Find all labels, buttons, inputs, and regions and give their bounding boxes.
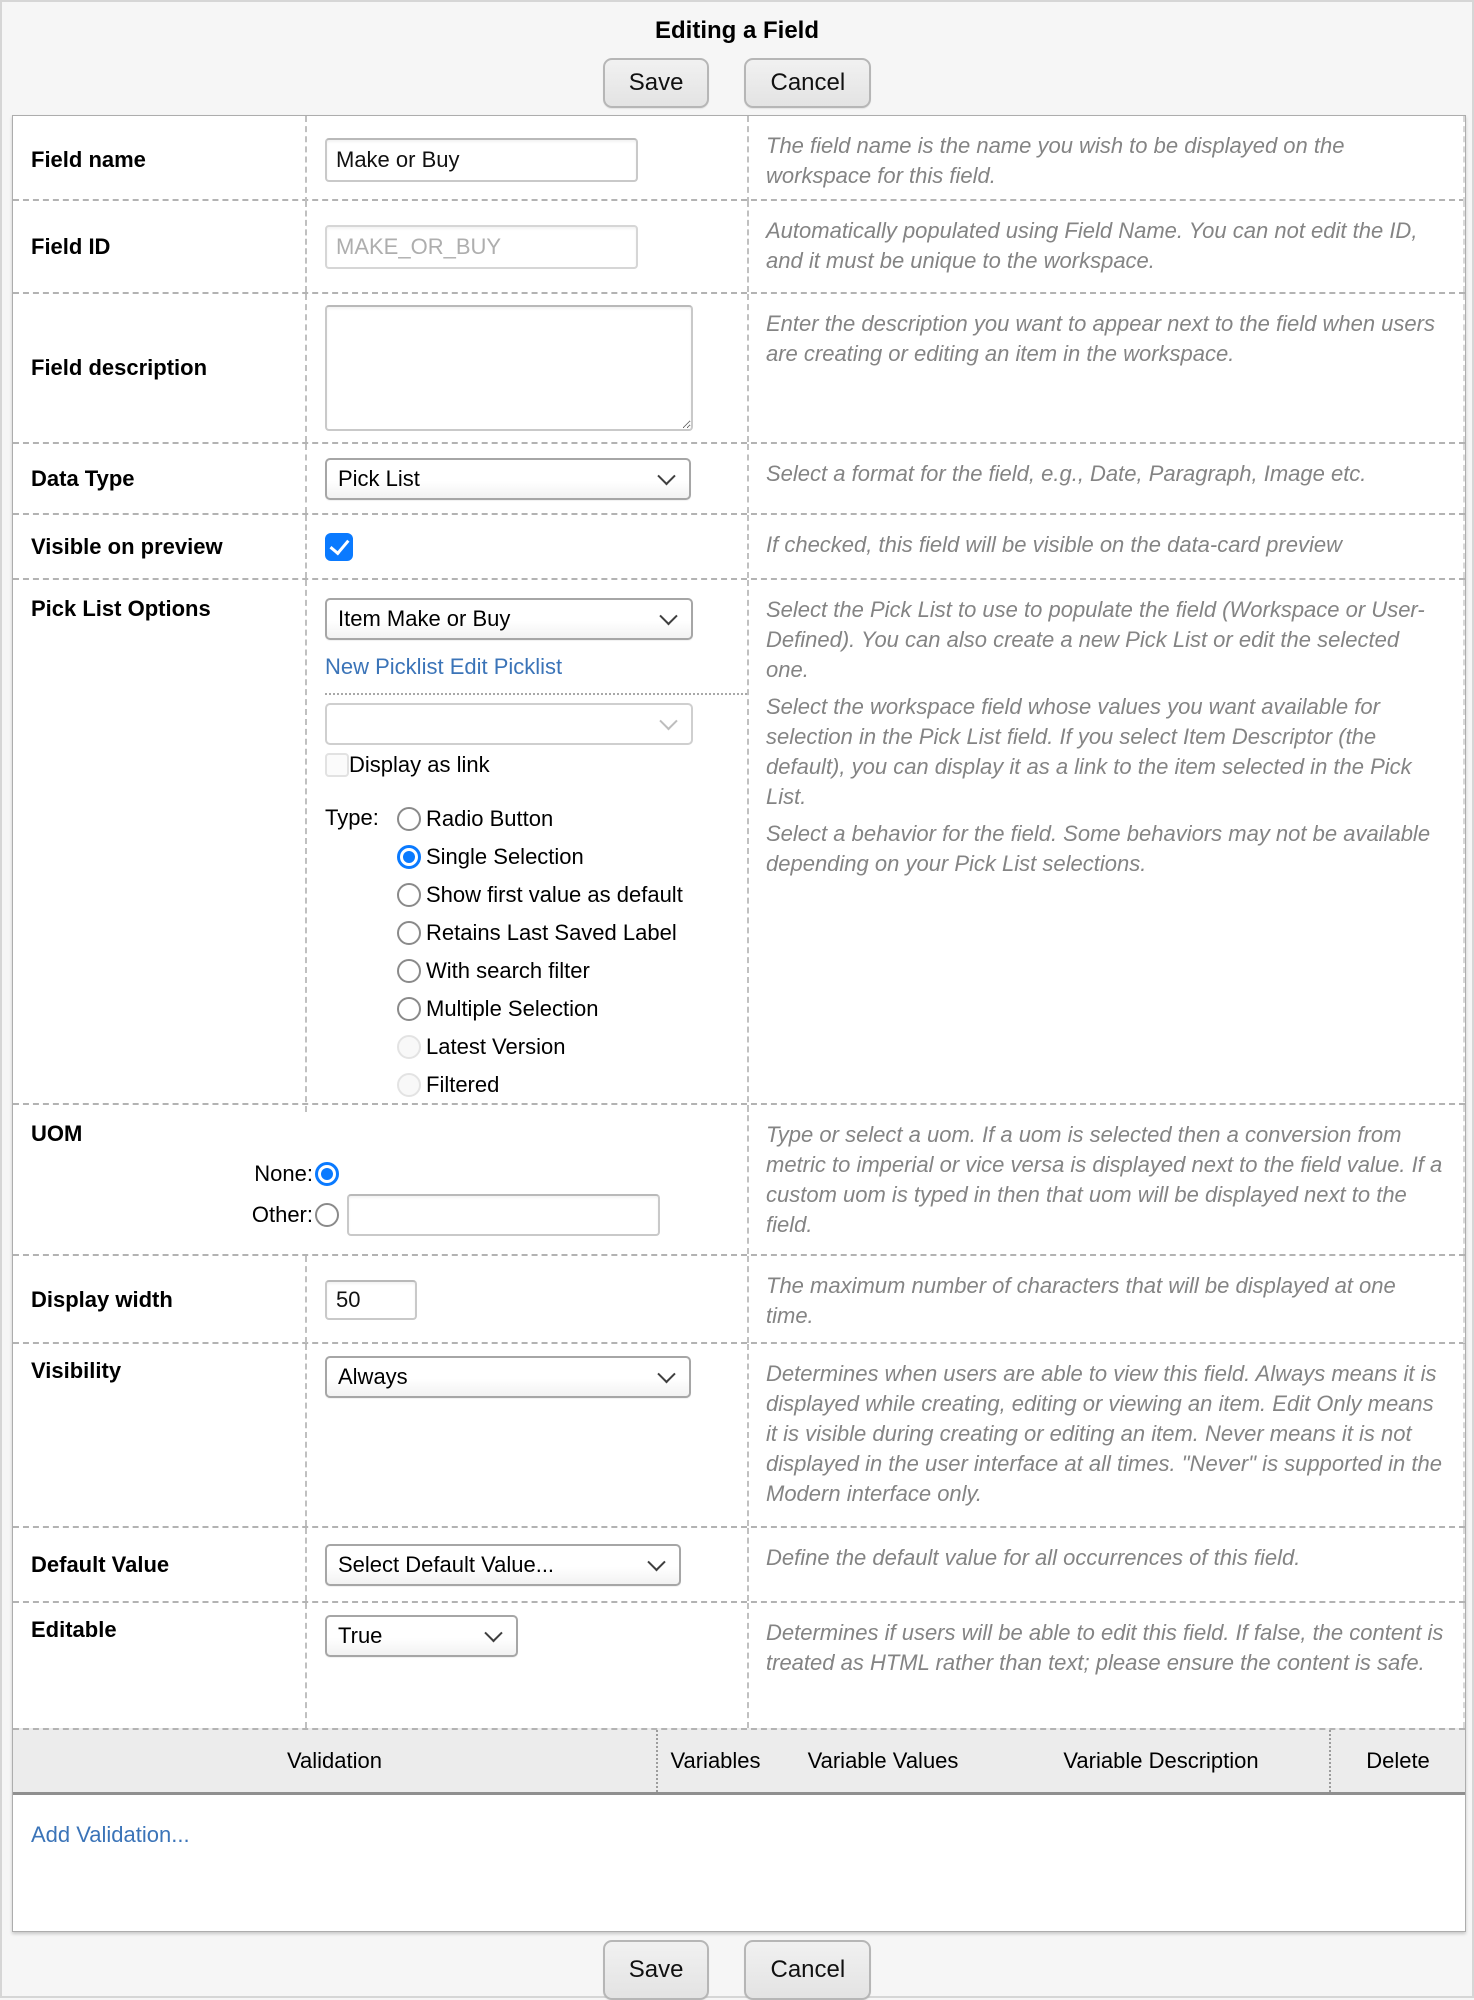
row-visibility [13, 1342, 1465, 1526]
field-name-label: Field name [31, 146, 146, 172]
bottom-actions [2, 1932, 1472, 2000]
editable-select[interactable] [325, 1615, 518, 1657]
delete-column-header: Delete [1329, 1730, 1465, 1792]
pick-list-options-help: Select the Pick List to use to populate the field (Workspace or User-Defined). You can also create a new Pick List or edit the selected one. Select the workspace field whose values you want available for selection in the Pick List field. If you select Item Descriptor (the default), you can display it as a link to the item selected in the Pick List. Select a behavior for the field. Some behaviors may not be available depending on your Pick List selections. [747, 580, 1465, 1112]
data-type-label: Data Type [31, 465, 135, 491]
row-visible-on-preview [13, 513, 1465, 578]
field-name-input[interactable] [325, 138, 638, 182]
page-title: Editing a Field [654, 17, 819, 44]
data-type-select[interactable] [325, 458, 691, 500]
default-value-label: Default Value [31, 1551, 170, 1577]
chevron-down-icon [647, 1552, 665, 1570]
picklist-section-divider [325, 693, 747, 695]
display-width-label: Display width [31, 1286, 173, 1312]
type-option-label: Single Selection [426, 844, 584, 869]
row-pick-list-options [13, 578, 1465, 1103]
display-as-link-checkbox [325, 753, 349, 777]
pick-list-options-label: Pick List Options [31, 596, 211, 621]
row-default-value [13, 1526, 1465, 1601]
visibility-selected-value: Always [338, 1364, 408, 1389]
picklist-selected-value: Item Make or Buy [338, 606, 511, 631]
add-validation-link[interactable]: Add Validation... [31, 1822, 190, 1847]
field-id-label: Field ID [31, 233, 111, 259]
uom-other-input[interactable] [347, 1194, 660, 1236]
row-field-description [13, 292, 1465, 442]
editable-help: Determines if users will be able to edit this field. If false, the content is treated as HTML rather than text; please ensure the content is safe. [747, 1603, 1465, 1728]
type-option-label: With search filter [426, 958, 590, 983]
type-radio-multiple-selection[interactable] [397, 997, 421, 1021]
top-actions [2, 58, 1472, 108]
save-button[interactable]: Save [603, 58, 710, 108]
chevron-down-icon [657, 1365, 675, 1383]
validation-column-header: Validation [287, 1748, 382, 1773]
type-option-label: Filtered [426, 1072, 500, 1097]
type-label: Type: [325, 805, 379, 830]
data-type-selected-value: Pick List [338, 465, 420, 491]
type-radio-latest-version [397, 1035, 421, 1059]
variables-column-header: Variables [656, 1730, 773, 1792]
validation-table-body [13, 1795, 1465, 1926]
default-value-help: Define the default value for all occurrences of this field. [747, 1528, 1465, 1601]
visible-on-preview-label: Visible on preview [31, 533, 223, 559]
row-editable [13, 1601, 1465, 1728]
row-field-id [13, 199, 1465, 292]
uom-none-radio[interactable] [315, 1162, 339, 1186]
field-description-label: Field description [31, 355, 208, 380]
workspace-field-select [325, 703, 693, 745]
type-option-label: Multiple Selection [426, 996, 599, 1021]
data-type-help: Select a format for the field, e.g., Date, Paragraph, Image etc. [747, 444, 1465, 513]
field-id-input [325, 225, 638, 269]
uom-other-radio[interactable] [315, 1203, 339, 1227]
visibility-label: Visibility [31, 1358, 122, 1383]
cancel-button[interactable]: Cancel [744, 58, 871, 108]
default-value-selected-value: Select Default Value... [338, 1551, 555, 1577]
variable-description-column-header: Variable Description [1063, 1748, 1259, 1773]
field-name-help: The field name is the name you wish to be displayed on the workspace for this field. [747, 116, 1465, 203]
field-description-textarea[interactable] [325, 305, 693, 431]
chevron-down-icon [484, 1624, 502, 1642]
type-radio-show-first-value[interactable] [397, 883, 421, 907]
chevron-down-icon [659, 607, 677, 625]
uom-label: UOM [31, 1121, 83, 1146]
uom-help: Type or select a uom. If a uom is selected then a conversion from metric to imperial or vice versa is displayed next to the field value. If a custom uom is typed in then that uom will be displayed next to the field. [747, 1105, 1465, 1254]
variable-values-column-header: Variable Values [807, 1748, 959, 1773]
field-edit-form [12, 115, 1466, 1932]
top-header [2, 2, 1472, 115]
display-as-link-label: Display as link [349, 752, 490, 777]
type-option-label: Radio Button [426, 806, 554, 831]
visible-on-preview-checkbox[interactable] [325, 533, 353, 561]
validation-table-header [13, 1728, 1465, 1795]
chevron-down-icon [659, 712, 677, 730]
edit-picklist-link[interactable]: Edit Picklist [449, 654, 563, 679]
type-radio-retains-last-saved[interactable] [397, 921, 421, 945]
type-option-label: Show first value as default [426, 882, 683, 907]
row-data-type [13, 442, 1465, 513]
uom-none-label: None: [254, 1161, 313, 1186]
display-width-help: The maximum number of characters that will be displayed at one time. [747, 1256, 1465, 1343]
field-description-help: Enter the description you want to appear next to the field when users are creating or editing an item in the workspace. [747, 294, 1465, 442]
chevron-down-icon [657, 466, 675, 484]
picklist-select[interactable] [325, 598, 693, 640]
type-radio-filtered [397, 1073, 421, 1097]
cancel-button-bottom[interactable]: Cancel [744, 1940, 871, 2000]
row-uom [13, 1103, 1465, 1254]
type-option-label: Retains Last Saved Label [426, 920, 677, 945]
type-option-label: Latest Version [426, 1034, 566, 1059]
uom-other-label: Other: [251, 1202, 313, 1227]
display-width-input[interactable] [325, 1280, 417, 1320]
type-radio-single-selection[interactable] [397, 845, 421, 869]
field-id-help: Automatically populated using Field Name. You can not edit the ID, and it must be unique to the workspace. [747, 201, 1465, 292]
editable-label: Editable [31, 1617, 117, 1642]
type-radio-radio-button[interactable] [397, 807, 421, 831]
type-radio-group [397, 800, 683, 1104]
visible-on-preview-help: If checked, this field will be visible on the data-card preview [747, 515, 1465, 578]
type-radio-with-search-filter[interactable] [397, 959, 421, 983]
default-value-select[interactable] [325, 1544, 681, 1586]
new-picklist-link[interactable]: New Picklist [325, 654, 444, 679]
visibility-select[interactable] [325, 1356, 691, 1398]
visibility-help: Determines when users are able to view this field. Always means it is displayed while creating, editing or viewing an item. Edit Only means it is visible during creating or editing an item. Never means it is not displayed in the user interface at all times. "Never" is supported in the Modern interface only. [747, 1344, 1465, 1526]
save-button-bottom[interactable]: Save [603, 1940, 710, 2000]
editable-selected-value: True [338, 1623, 383, 1648]
row-display-width [13, 1254, 1465, 1342]
row-field-name [13, 116, 1465, 199]
